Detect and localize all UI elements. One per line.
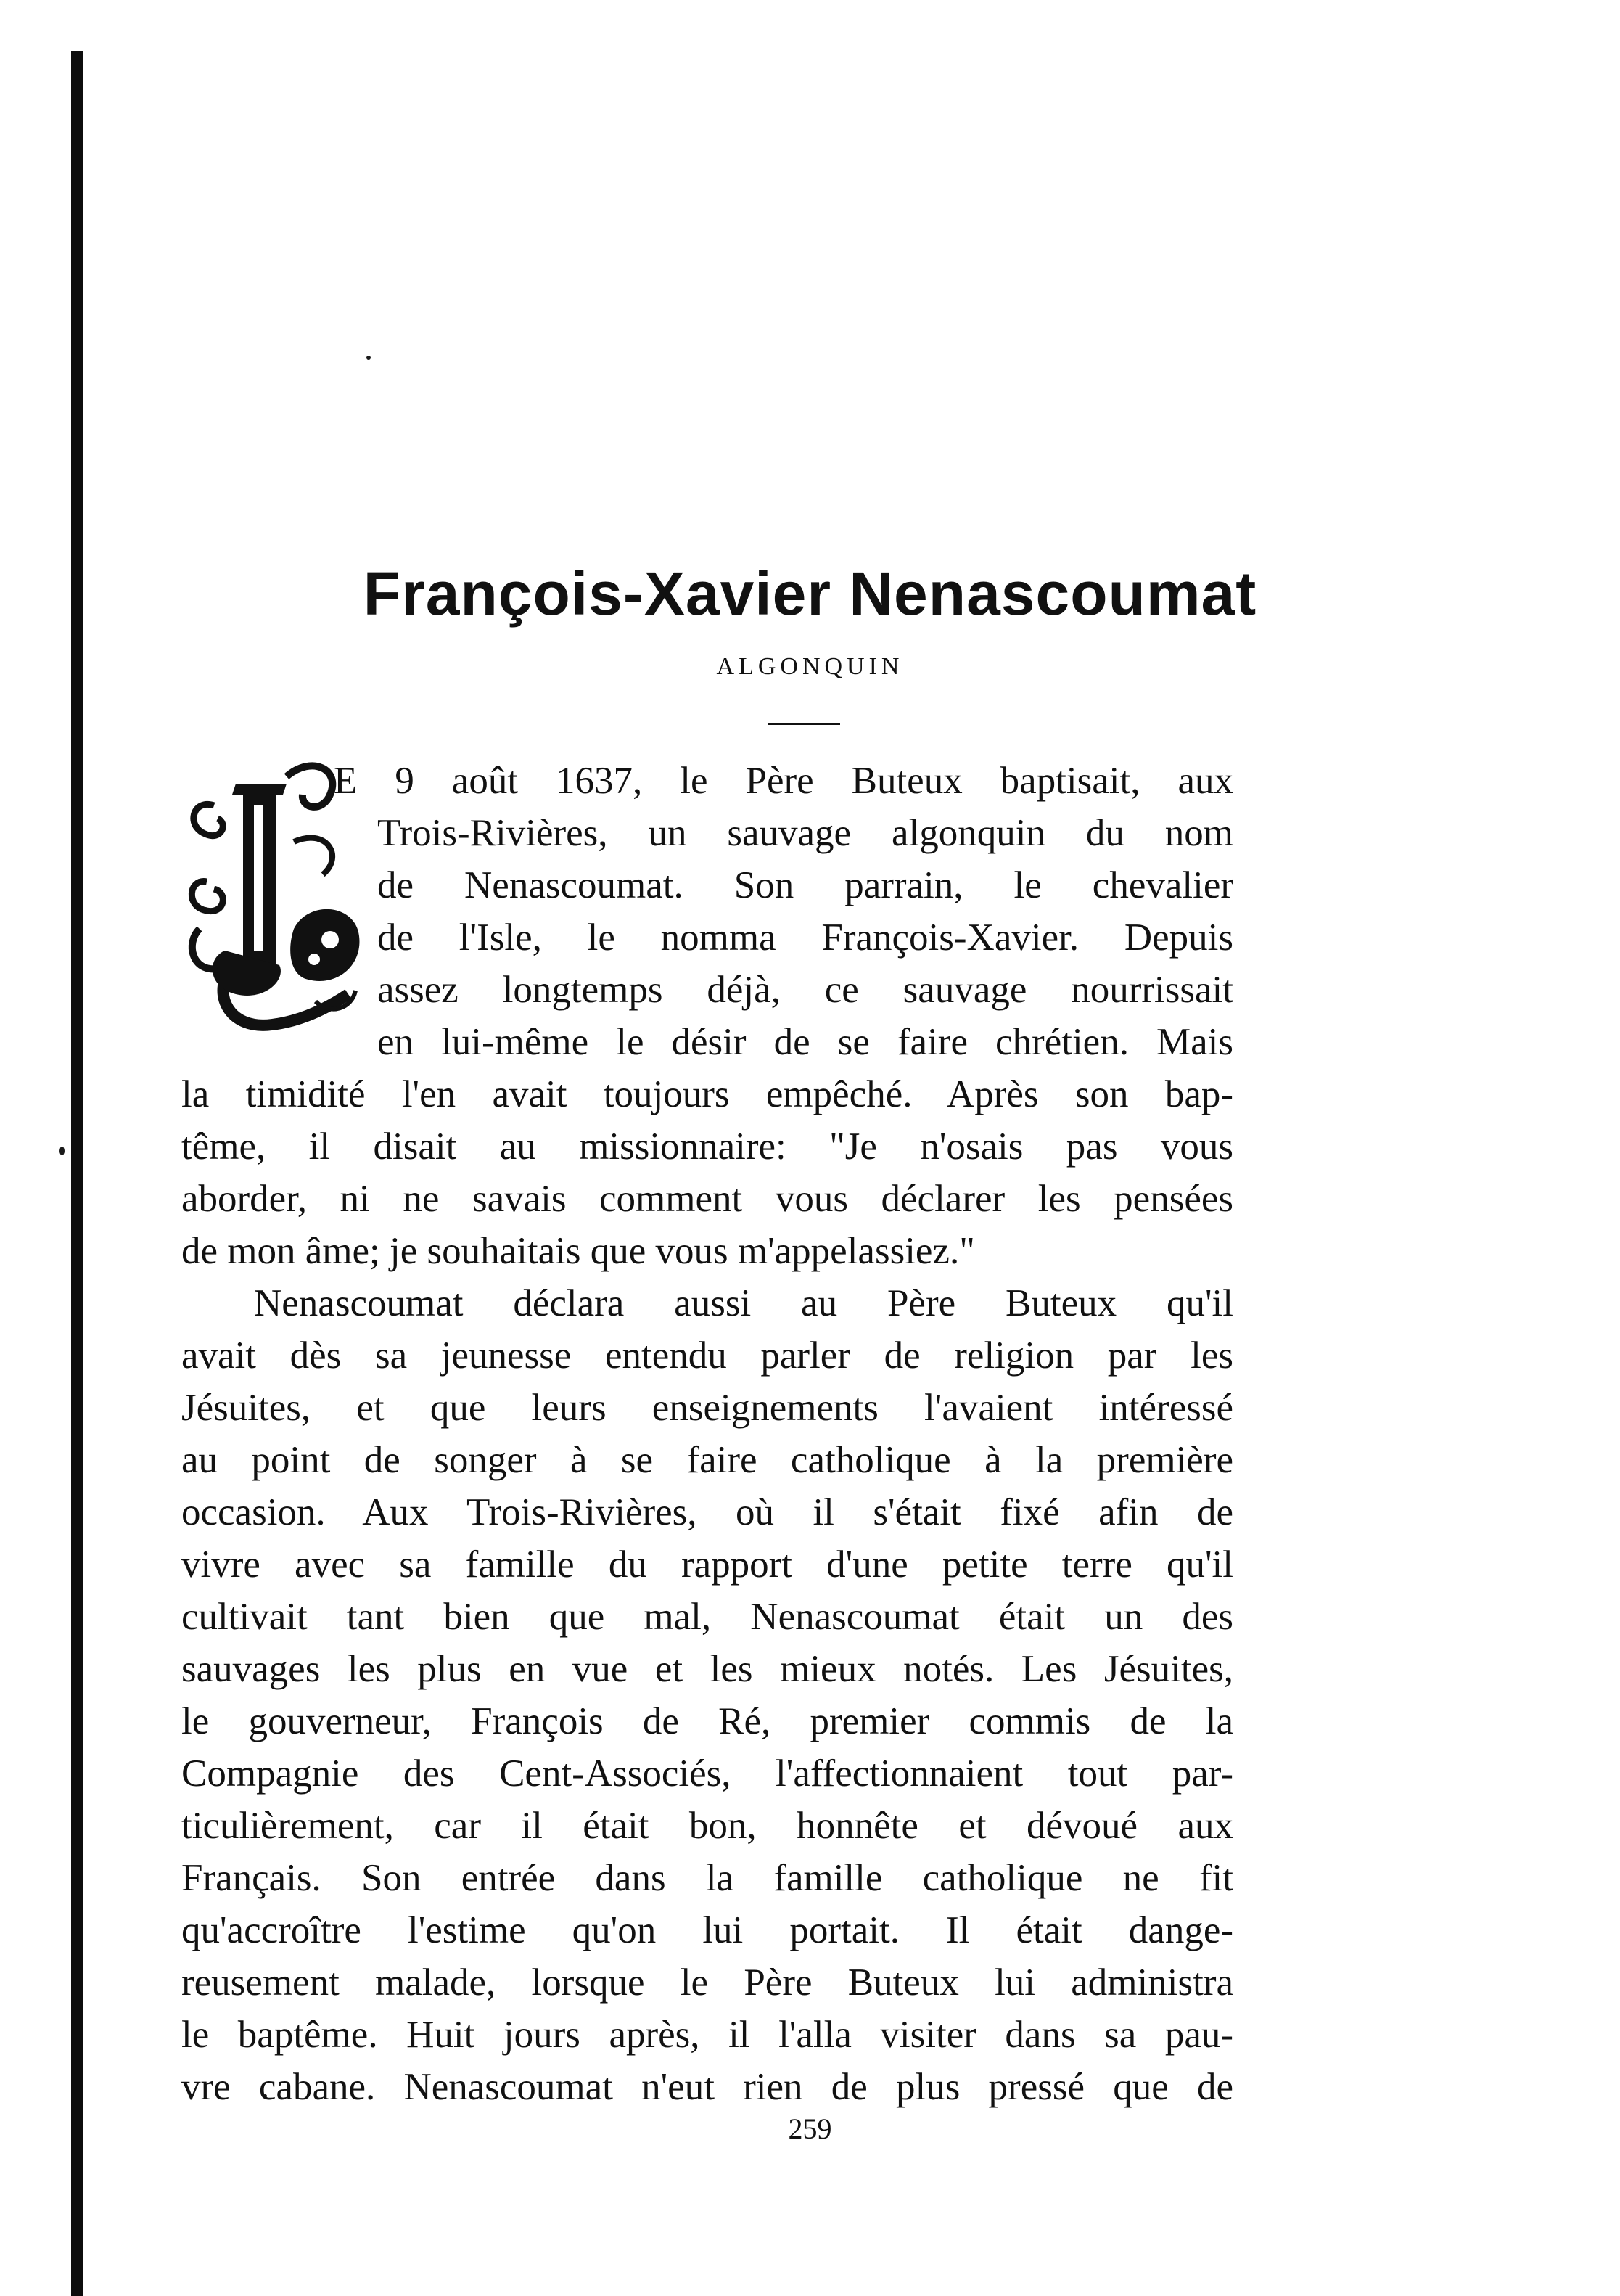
text-line: occasion. Aux Trois-Rivières, où il s'était fixé afin de <box>181 1491 1233 1533</box>
text-line: sauvages les plus en vue et les mieux notés. Les Jésuites, <box>181 1648 1233 1690</box>
text-line: Français. Son entrée dans la famille catholique ne fit <box>181 1857 1233 1899</box>
drop-cap-flourish <box>194 804 223 835</box>
text-line: assez longtemps déjà, ce sauvage nourrissait <box>377 969 1233 1011</box>
text-line: la timidité l'en avait toujours empêché. Après son bap- <box>181 1073 1233 1115</box>
text-line: aborder, ni ne savais comment vous déclarer les pensées <box>181 1178 1233 1220</box>
text-line: en lui-même le désir de se faire chrétien. Mais <box>377 1021 1233 1063</box>
text-line: de l'Isle, le nomma François-Xavier. Depuis <box>377 917 1233 959</box>
text-line: reusement malade, lorsque le Père Buteux lui administra <box>181 1961 1233 2004</box>
drop-cap-flourish <box>192 882 223 911</box>
text-line: Compagnie des Cent-Associés, l'affectionnaient tout par- <box>181 1752 1233 1795</box>
drop-cap-foliage <box>308 954 320 965</box>
page-binding-edge <box>71 51 83 2296</box>
drop-cap-foliage <box>321 931 339 948</box>
text-line: ticulièrement, car il était bon, honnête et dévoué aux <box>181 1805 1233 1847</box>
text-line: qu'accroître l'estime qu'on lui portait. Il était dange- <box>181 1909 1233 1951</box>
title-rule <box>768 723 840 725</box>
drop-cap-flourish <box>294 838 332 874</box>
article-title: François-Xavier Nenascoumat <box>363 559 1257 628</box>
drop-cap-stem-highlight <box>254 805 263 951</box>
text-line: tême, il disait au missionnaire: "Je n'osais pas vous <box>181 1126 1233 1168</box>
page-number: 259 <box>788 2112 832 2145</box>
text-line: de mon âme; je souhaitais que vous m'appelassiez." <box>181 1230 975 1272</box>
print-speck <box>59 1147 65 1155</box>
text-line: cultivait tant bien que mal, Nenascoumat était un des <box>181 1596 1233 1638</box>
text-line: vivre avec sa famille du rapport d'une petite terre qu'il <box>181 1543 1233 1586</box>
drop-cap-flourish <box>287 766 332 807</box>
text-line: E 9 août 1637, le Père Buteux baptisait, aux <box>334 760 1233 802</box>
text-line: le baptême. Huit jours après, il l'alla visiter dans sa pau- <box>181 2014 1233 2056</box>
text-line: Jésuites, et que leurs enseignements l'avaient intéressé <box>181 1387 1233 1429</box>
text-line: au point de songer à se faire catholique à la première <box>181 1439 1233 1481</box>
text-line: avait dès sa jeunesse entendu parler de religion par les <box>181 1334 1233 1377</box>
text-line: de Nenascoumat. Son parrain, le chevalier <box>377 864 1233 906</box>
text-line: Nenascoumat déclara aussi au Père Buteux qu'il <box>254 1282 1233 1324</box>
print-speck <box>366 356 371 360</box>
text-line: vre cabane. Nenascoumat n'eut rien de plus pressé que de <box>181 2066 1233 2108</box>
text-line: Trois-Rivières, un sauvage algonquin du nom <box>377 812 1233 854</box>
article-subtitle: ALGONQUIN <box>716 653 904 680</box>
text-line: le gouverneur, François de Ré, premier commis de la <box>181 1700 1233 1742</box>
